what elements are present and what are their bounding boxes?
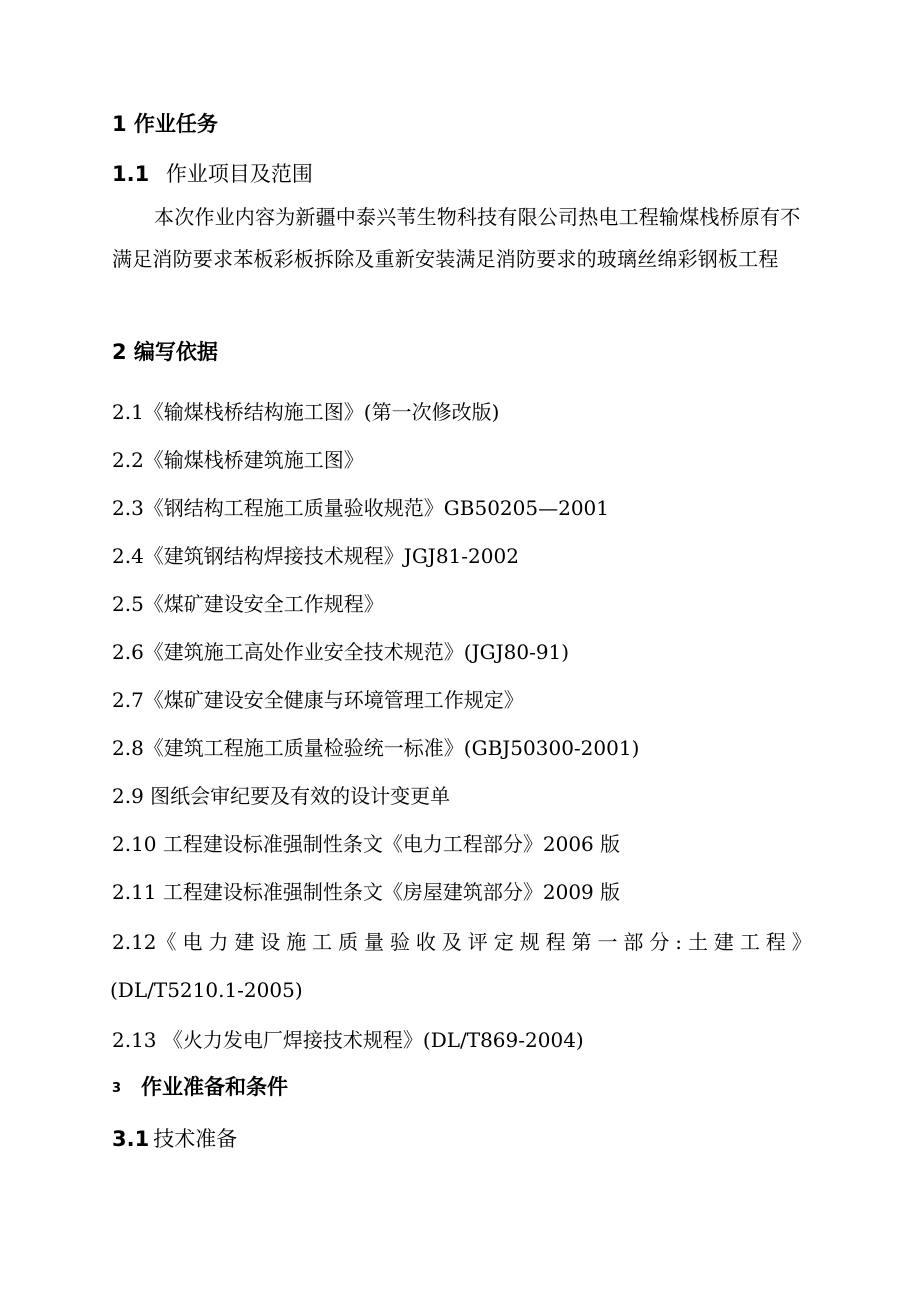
reference-item-2-1: 2.1《输煤栈桥结构施工图》(第一次修改版) bbox=[112, 400, 500, 424]
section-3-number: 3 bbox=[112, 1081, 122, 1096]
section-1-1-number: 1.1 bbox=[112, 162, 150, 186]
section-3-heading bbox=[112, 1073, 288, 1103]
reference-item-2-2: 2.2《输煤栈桥建筑施工图》 bbox=[112, 448, 364, 472]
section-2-heading: 2 编写依据 bbox=[112, 340, 218, 364]
section-1-1-title: 作业项目及范围 bbox=[165, 162, 313, 186]
section-1-heading: 1 作业任务 bbox=[112, 112, 218, 136]
reference-item-2-3: 2.3《钢结构工程施工质量验收规范》GB50205—2001 bbox=[112, 496, 610, 520]
reference-item-2-6: 2.6《建筑施工高处作业安全技术规范》(JGJ80-91) bbox=[112, 640, 570, 664]
section-3-1-heading bbox=[112, 1125, 237, 1153]
reference-item-2-7: 2.7《煤矿建设安全健康与环境管理工作规定》 bbox=[112, 688, 524, 712]
scope-paragraph: 本次作业内容为新疆中泰兴苇生物科技有限公司热电工程输煤栈桥原有不满足消防要求苯板彩板拆除及重新安装满足消防要求的玻璃丝绵彩钢板工程 bbox=[112, 205, 801, 271]
section-3-1-title: 技术准备 bbox=[153, 1127, 238, 1151]
reference-item-2-9: 2.9 图纸会审纪要及有效的设计变更单 bbox=[112, 784, 451, 808]
section-3-title: 作业准备和条件 bbox=[141, 1075, 289, 1099]
reference-item-2-5: 2.5《煤矿建设安全工作规程》 bbox=[112, 592, 384, 616]
reference-item-2-11: 2.11 工程建设标准强制性条文《房屋建筑部分》2009 版 bbox=[112, 880, 621, 904]
reference-item-2-12-continuation: (DL/T5210.1-2005) bbox=[110, 978, 303, 1002]
section-3-1-number: 3.1 bbox=[112, 1127, 150, 1151]
reference-item-2-8: 2.8《建筑工程施工质量检验统一标准》(GBJ50300-2001) bbox=[112, 736, 640, 760]
reference-item-2-13: 2.13 《火力发电厂焊接技术规程》(DL/T869-2004) bbox=[112, 1028, 584, 1052]
reference-item-2-4: 2.4《建筑钢结构焊接技术规程》JGJ81-2002 bbox=[112, 544, 519, 568]
reference-item-2-10: 2.10 工程建设标准强制性条文《电力工程部分》2006 版 bbox=[112, 832, 621, 856]
reference-item-2-12: 2.12《 电 力 建 设 施 工 质 量 验 收 及 评 定 规 程 第 一 部 分 : 土 建 工 程 》 bbox=[112, 930, 812, 954]
section-1-1-heading bbox=[112, 160, 313, 188]
